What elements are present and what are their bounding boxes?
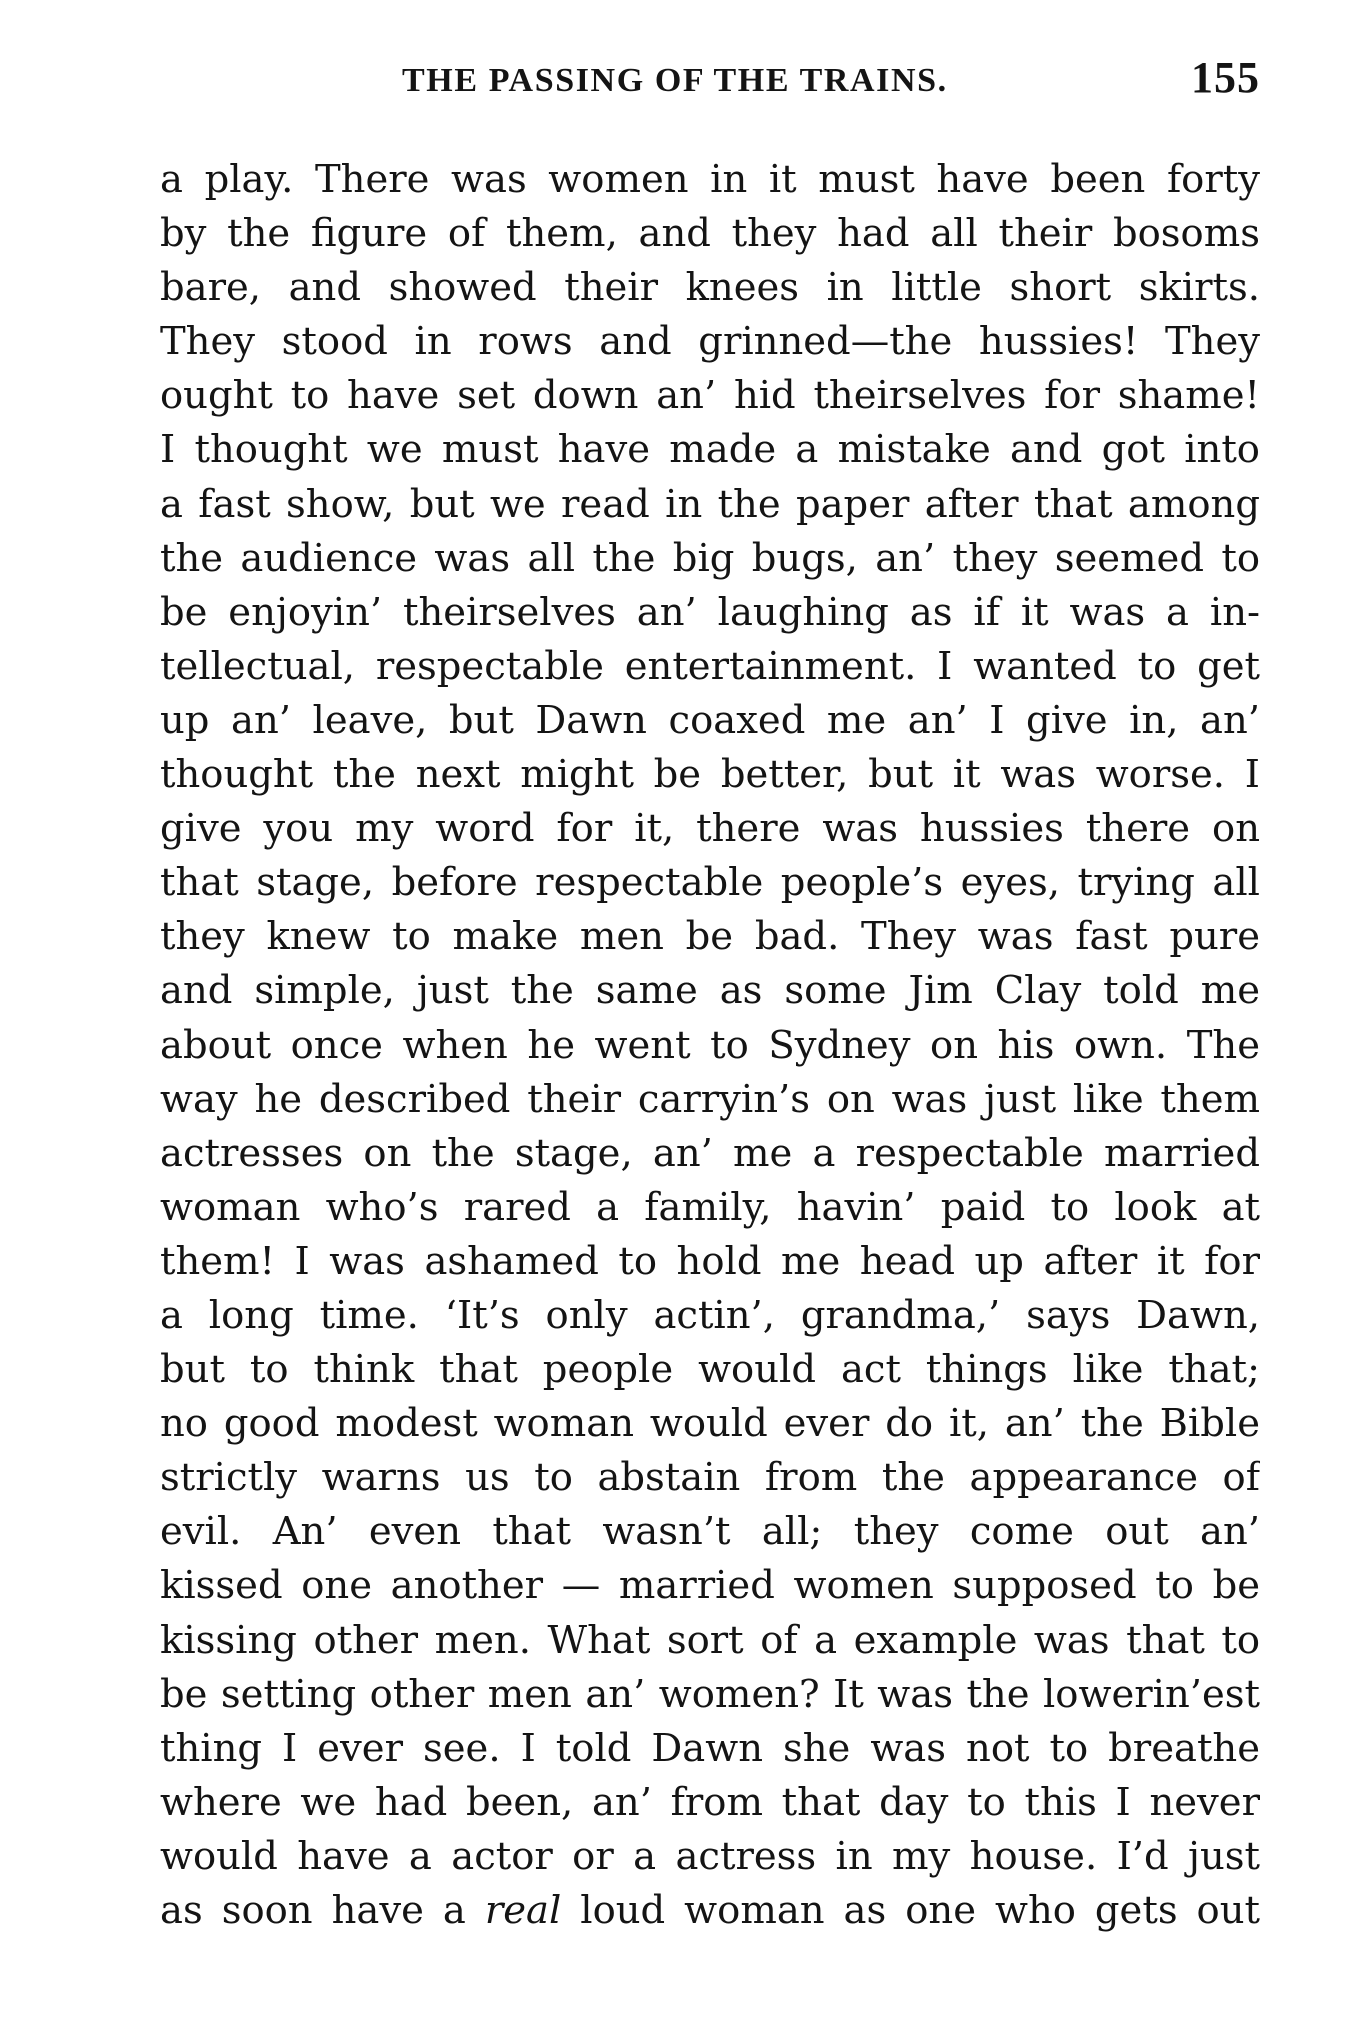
text-line: be setting other men an’ women? It was the lowerin’est [160, 1671, 1260, 1717]
text-line: the audience was all the big bugs, an’ they seemed to [160, 535, 1260, 581]
text-line: that stage, before respectable people’s eyes, trying all [160, 860, 1260, 906]
text-line: kissed one another — married women supposed to be [160, 1563, 1260, 1609]
page-header [160, 52, 1260, 108]
text-line: them! I was ashamed to hold me head up after it for [160, 1238, 1260, 1284]
text-line: by the figure of them, and they had all their bosoms [160, 211, 1260, 257]
running-title: THE PASSING OF THE TRAINS. [402, 62, 948, 99]
page-number: 155 [1191, 53, 1260, 102]
text-line: bare, and showed their knees in little short skirts. [160, 265, 1260, 311]
text-line: about once when he went to Sydney on his own. The [160, 1022, 1260, 1068]
text-line: actresses on the stage, an’ me a respectable married [160, 1130, 1260, 1176]
text-line: strictly warns us to abstain from the appearance of [160, 1455, 1260, 1501]
text-line: and simple, just the same as some Jim Clay told me [160, 968, 1260, 1014]
text-line-last [160, 1884, 1260, 1938]
text-line: a fast show, but we read in the paper after that among [160, 481, 1260, 527]
text-line: a long time. ‘It’s only actin’, grandma,’ says Dawn, [160, 1292, 1260, 1338]
text-line: give you my word for it, there was hussies there on [160, 806, 1260, 852]
body-text [160, 153, 1260, 1938]
text-line: tellectual, respectable entertainment. I wanted to get [160, 643, 1260, 689]
text-line: be enjoyin’ theirselves an’ laughing as if it was a in- [160, 589, 1260, 635]
text-line: would have a actor or a actress in my house. I’d just [160, 1833, 1260, 1879]
text-line: They stood in rows and grinned—the hussies! They [160, 319, 1260, 365]
text-line: I thought we must have made a mistake and got into [160, 427, 1260, 473]
text-line: kissing other men. What sort of a example was that to [160, 1617, 1260, 1663]
text-fragment: loud woman as one who gets out [561, 1888, 1260, 1933]
text-line: thought the next might be better, but it was worse. I [160, 752, 1260, 798]
text-line: they knew to make men be bad. They was fast pure [160, 914, 1260, 960]
text-line: ought to have set down an’ hid theirselves for shame! [160, 373, 1260, 419]
text-line: way he described their carryin’s on was just like them [160, 1076, 1260, 1122]
text-fragment: as soon have a [160, 1888, 485, 1933]
text-line: woman who’s rared a family, havin’ paid to look at [160, 1184, 1260, 1230]
text-line: evil. An’ even that wasn’t all; they come out an’ [160, 1509, 1260, 1555]
text-line: but to think that people would act things like that; [160, 1347, 1260, 1393]
text-line: thing I ever see. I told Dawn she was not to breathe [160, 1725, 1260, 1771]
text-line: up an’ leave, but Dawn coaxed me an’ I give in, an’ [160, 697, 1260, 743]
italic-word: real [484, 1888, 562, 1933]
text-line: where we had been, an’ from that day to this I never [160, 1779, 1260, 1825]
text-line: a play. There was women in it must have been forty [160, 157, 1260, 202]
text-line: no good modest woman would ever do it, an’ the Bible [160, 1401, 1260, 1447]
